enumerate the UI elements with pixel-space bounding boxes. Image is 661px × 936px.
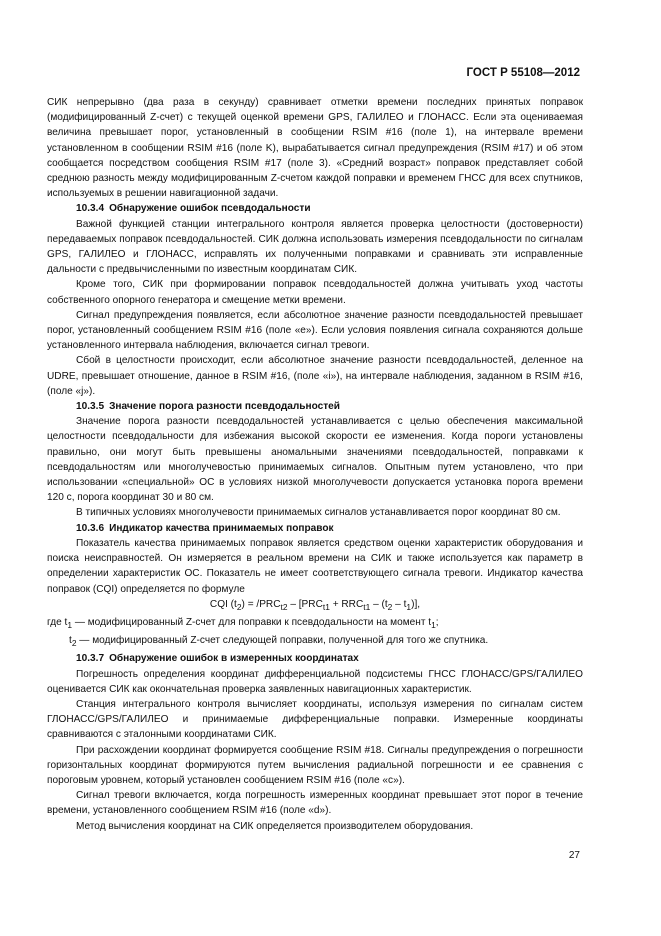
formula-sub: t2 xyxy=(280,601,288,612)
formula-sub: 1 xyxy=(406,601,412,612)
paragraph: Важной функцией станции интегрального контроля является проверка целостности (достоверности) передаваемых поправок псевдодальностей. СИК должна использовать измерения псевдодальности по сигналам GPS, ГАЛИЛЕО и ГЛОНАСС, исправлять их полученными поправками и сравнивать эти исправленные дальности с предвычисленными по известным координатам СИК. xyxy=(47,218,583,276)
formula-part: ) = /PRC xyxy=(241,598,281,610)
formula-sub: 2 xyxy=(387,601,393,612)
where-part: — модифицированный Z-счет для поправки к псевдодальности на момент t xyxy=(72,616,432,628)
page-number: 27 xyxy=(568,850,580,861)
paragraph: Погрешность определения координат дифференциальной подсистемы ГНСС ГЛОНАСС/GPS/ГАЛИЛЕО оценивается СИК как окончательная проверка заявленных навигационных характеристик. xyxy=(47,668,583,695)
where-sub: 1 xyxy=(431,619,436,630)
formula-part: – (t xyxy=(370,598,388,610)
formula-part: – [PRC xyxy=(287,598,323,610)
where-part: где t xyxy=(47,616,68,628)
section-title: Индикатор качества принимаемых поправок xyxy=(109,522,334,534)
formula-where-t2 xyxy=(47,633,583,651)
section-heading-10-3-6 xyxy=(47,521,583,536)
section-heading-10-3-7 xyxy=(47,651,583,666)
section-heading-10-3-4 xyxy=(47,201,583,216)
paragraph: Значение порога разности псевдодальностей устанавливается с целью обеспечения максимальной целостности псевдодальности для избежания высокой скорости ее изменения. Когда пороги установлены правильно, они могут быть превышены аномальными значениями псевдодальностей, поправками к псевдодальностям или многолучевостью принимаемых сигналов. Опытным путем установлено, что при использовании «специальной» ОС в условиях низкой многолучевости допускается установка порога времени 120 с, порога координат 30 и 80 см. xyxy=(47,416,583,504)
paragraph: Кроме того, СИК при формировании поправок псевдодальностей должна учитывать уход частоты собственного опорного генератора и смещение метки времени. xyxy=(47,279,583,306)
paragraph: Сигнал тревоги включается, когда погрешность измеренных координат превышает этот порог в течение времени, установленного сообщением RSIM #16 (поле «d»). xyxy=(47,790,583,817)
cqi-formula xyxy=(47,597,583,615)
section-title: Обнаружение ошибок в измеренных координатах xyxy=(109,653,359,665)
section-title: Значение порога разности псевдодальностей xyxy=(109,401,340,413)
paragraph: Сигнал предупреждения появляется, если абсолютное значение разности псевдодальностей превышает порог, установленный сообщением RSIM #16 (поле «е»). Если условия появления сигнала сохраняются дольше установленного интервала наблюдения, включается сигнал тревоги. xyxy=(47,309,583,352)
paragraph: Метод вычисления координат на СИК определяется производителем оборудования. xyxy=(76,820,474,832)
where-part: — модифицированный Z-счет следующей поправки, полученной для того же спутника. xyxy=(76,635,489,647)
formula-part: CQI (t xyxy=(209,598,237,610)
where-sub: 1 xyxy=(67,619,73,630)
section-number: 10.3.7 xyxy=(76,653,105,665)
section-number: 10.3.5 xyxy=(76,401,105,413)
paragraph: В типичных условиях многолучевости принимаемых сигналов устанавливается порог координат 80 см. xyxy=(76,507,561,519)
paragraph: СИК непрерывно (два раза в секунду) сравнивает отметки времени последних принятых поправок (модифицированный Z-счет) с текущей оценкой времени GPS, ГАЛИЛЕО и ГЛОНАСС. Если эта оцениваемая величина превышает порог, установленный в сообщении RSIM #16 (поле 1), на интервале времени установленном в сообщении RSIM #16 (поле K), вырабатывается сигнал предупреждения (RSIM #17) и об этом сообщается посредством сообщения RSIM #17 (поле 3). «Средний возраст» поправок представляет собой среднюю разность между модифицированным Z-счетом каждой поправки и временем ГНСС для всех спутников, используемых в решении навигационной задачи. xyxy=(47,97,583,200)
formula-part: – t xyxy=(392,598,407,610)
section-number: 10.3.4 xyxy=(76,203,105,215)
formula-sub: t1 xyxy=(363,601,371,612)
where-sub: 2 xyxy=(71,638,77,649)
paragraph: Станция интегрального контроля вычисляет координаты, используя измерения по сигналам систем ГЛОНАСС/GPS/ГАЛИЛЕО и принимаемые дифференциальные поправки. Измеренные координаты сравниваются с эталонными координатами СИК. xyxy=(47,698,583,741)
document-body xyxy=(47,95,583,834)
section-number: 10.3.6 xyxy=(76,522,105,534)
formula-part: + RRC xyxy=(329,598,364,610)
paragraph: При расхождении координат формируется сообщение RSIM #18. Сигналы предупреждения о погрешности горизонтальных координат формируются путем вычисления радиальной погрешности и ее сравнения с пороговым уровнем, который установлен сообщением RSIM #16 (поле «с»). xyxy=(47,744,583,786)
paragraph: Сбой в целостности происходит, если абсолютное значение разности псевдодальностей, деленное на UDRE, превышает отношение, данное в RSIM #16, (поле «i»), на интервале наблюдения, заданном в RSIM #16, (поле «j»). xyxy=(47,355,583,397)
formula-where-t1 xyxy=(47,615,583,633)
formula-sub: t1 xyxy=(322,601,330,612)
document-header: ГОСТ Р 55108—2012 xyxy=(466,67,580,79)
formula-sub: 2 xyxy=(236,601,242,612)
paragraph: Показатель качества принимаемых поправок является средством оценки характеристик оборудования и поиска неисправностей. Он измеряется в реальном времени на СИК и также используется как параметр в определении характеристик ОС. Показатель не имеет соответствующего сигнала тревоги. Индикатор качества поправок (CQI) определяется по формуле xyxy=(47,537,583,595)
where-part: ; xyxy=(435,616,439,628)
formula-part: )], xyxy=(411,598,421,610)
section-title: Обнаружение ошибок псевдодальности xyxy=(109,203,311,215)
where-part: t xyxy=(69,635,72,647)
section-heading-10-3-5 xyxy=(47,399,583,414)
